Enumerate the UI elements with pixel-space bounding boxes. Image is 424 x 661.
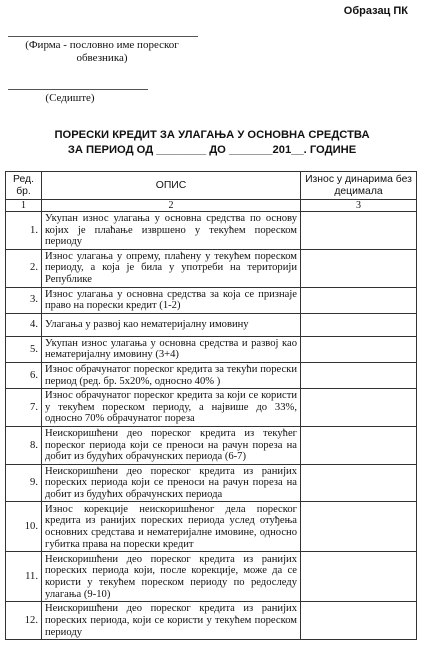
table-row — [6, 426, 417, 464]
amount-cell[interactable] — [301, 212, 417, 250]
column-index: 2 — [42, 200, 301, 212]
row-number: 3. — [6, 287, 42, 313]
table-row — [6, 249, 417, 287]
amount-cell[interactable] — [301, 502, 417, 552]
table-row — [6, 336, 417, 362]
column-index: 3 — [301, 200, 417, 212]
amount-cell[interactable] — [301, 426, 417, 464]
form-title: ПОРЕСКИ КРЕДИТ ЗА УЛАГАЊА У ОСНОВНА СРЕДСТВА — [54, 129, 370, 141]
table-row — [6, 212, 417, 250]
row-description: Износ улагања у опрему, плаћену у текућем пореском периоду, а која је била у употреби на територији Републике — [42, 249, 301, 287]
amount-cell[interactable] — [301, 362, 417, 388]
header-row-number: Ред. бр. — [6, 172, 42, 200]
row-description: Износ улагања у основна средства за која се признаје право на порески кредит (1-2) — [42, 287, 301, 313]
row-number: 8. — [6, 426, 42, 464]
row-description: Неискоришћени део пореског кредита из ранијих пореских периода који, после корекције, може да се користи у текућем пореском периоду по редоследу улагања (9-10) — [42, 552, 301, 602]
row-number: 4. — [6, 313, 42, 336]
amount-cell[interactable] — [301, 336, 417, 362]
row-number: 10. — [6, 502, 42, 552]
row-description: Износ обрачунатог пореског кредита за текући порески период (ред. бр. 5х20%, односно 40% ) — [42, 362, 301, 388]
row-description: Неискоришћени део пореског кредита из ранијих пореских периода, који се користи у текућем пореском периоду — [42, 602, 301, 640]
amount-cell[interactable] — [301, 389, 417, 427]
taxpayer-name-line — [8, 36, 198, 37]
tax-credit-table — [5, 171, 417, 640]
table-row — [6, 464, 417, 502]
table-row — [6, 502, 417, 552]
row-description: Неискоришћени део пореског кредита из ранијих пореских периода који се преноси на рачун пореза на добит из будућих обрачунских периода — [42, 464, 301, 502]
amount-cell[interactable] — [301, 464, 417, 502]
form-code: Образац ПК — [343, 5, 408, 17]
row-number: 5. — [6, 336, 42, 362]
row-description: Износ обрачунатог пореског кредита за који се користи у текућем пореском периоду, а највише до 33%, односно 70% обрачунатог пореза — [42, 389, 301, 427]
table-header-row — [6, 172, 417, 200]
column-index-row — [6, 200, 417, 212]
row-number: 9. — [6, 464, 42, 502]
taxpayer-caption: (Фирма - пословно име пореског обвезника) — [25, 39, 179, 64]
amount-cell[interactable] — [301, 552, 417, 602]
header-amount: Износ у динарима без децимала — [301, 172, 417, 200]
table-row — [6, 362, 417, 388]
amount-cell[interactable] — [301, 602, 417, 640]
row-number: 6. — [6, 362, 42, 388]
row-description: Укупан износ улагања у основна средства и развој као нематеријалну имовину (3+4) — [42, 336, 301, 362]
row-number: 12. — [6, 602, 42, 640]
row-number: 11. — [6, 552, 42, 602]
row-number: 7. — [6, 389, 42, 427]
row-number: 2. — [6, 249, 42, 287]
row-description: Неискоришћени део пореског кредита из текућег пореског периода који се преноси на рачун пореза на добит из будућих обрачунских периода (6-7) — [42, 426, 301, 464]
form-period: ЗА ПЕРИОД ОД ________ ДО _______201__. ГОДИНЕ — [67, 144, 357, 156]
header-description: ОПИС — [42, 172, 301, 200]
row-description: Укупан износ улагања у основна средства по основу којих је плаћање извршено у текућем пореском периоду — [42, 212, 301, 250]
seat-caption: (Седиште) — [45, 92, 95, 104]
seat-line — [8, 89, 148, 90]
row-description: Улагања у развој као нематеријалну имовину — [42, 313, 301, 336]
column-index: 1 — [6, 200, 42, 212]
table-row — [6, 313, 417, 336]
table-row — [6, 552, 417, 602]
amount-cell[interactable] — [301, 287, 417, 313]
amount-cell[interactable] — [301, 313, 417, 336]
row-description: Износ корекције неискоришћеног дела пореског кредита из ранијих пореских периода услед отуђења основних средстава и нематеријалне имовине, односно губитка права на порески кредит — [42, 502, 301, 552]
table-row — [6, 287, 417, 313]
row-number: 1. — [6, 212, 42, 250]
amount-cell[interactable] — [301, 249, 417, 287]
table-row — [6, 602, 417, 640]
table-row — [6, 389, 417, 427]
